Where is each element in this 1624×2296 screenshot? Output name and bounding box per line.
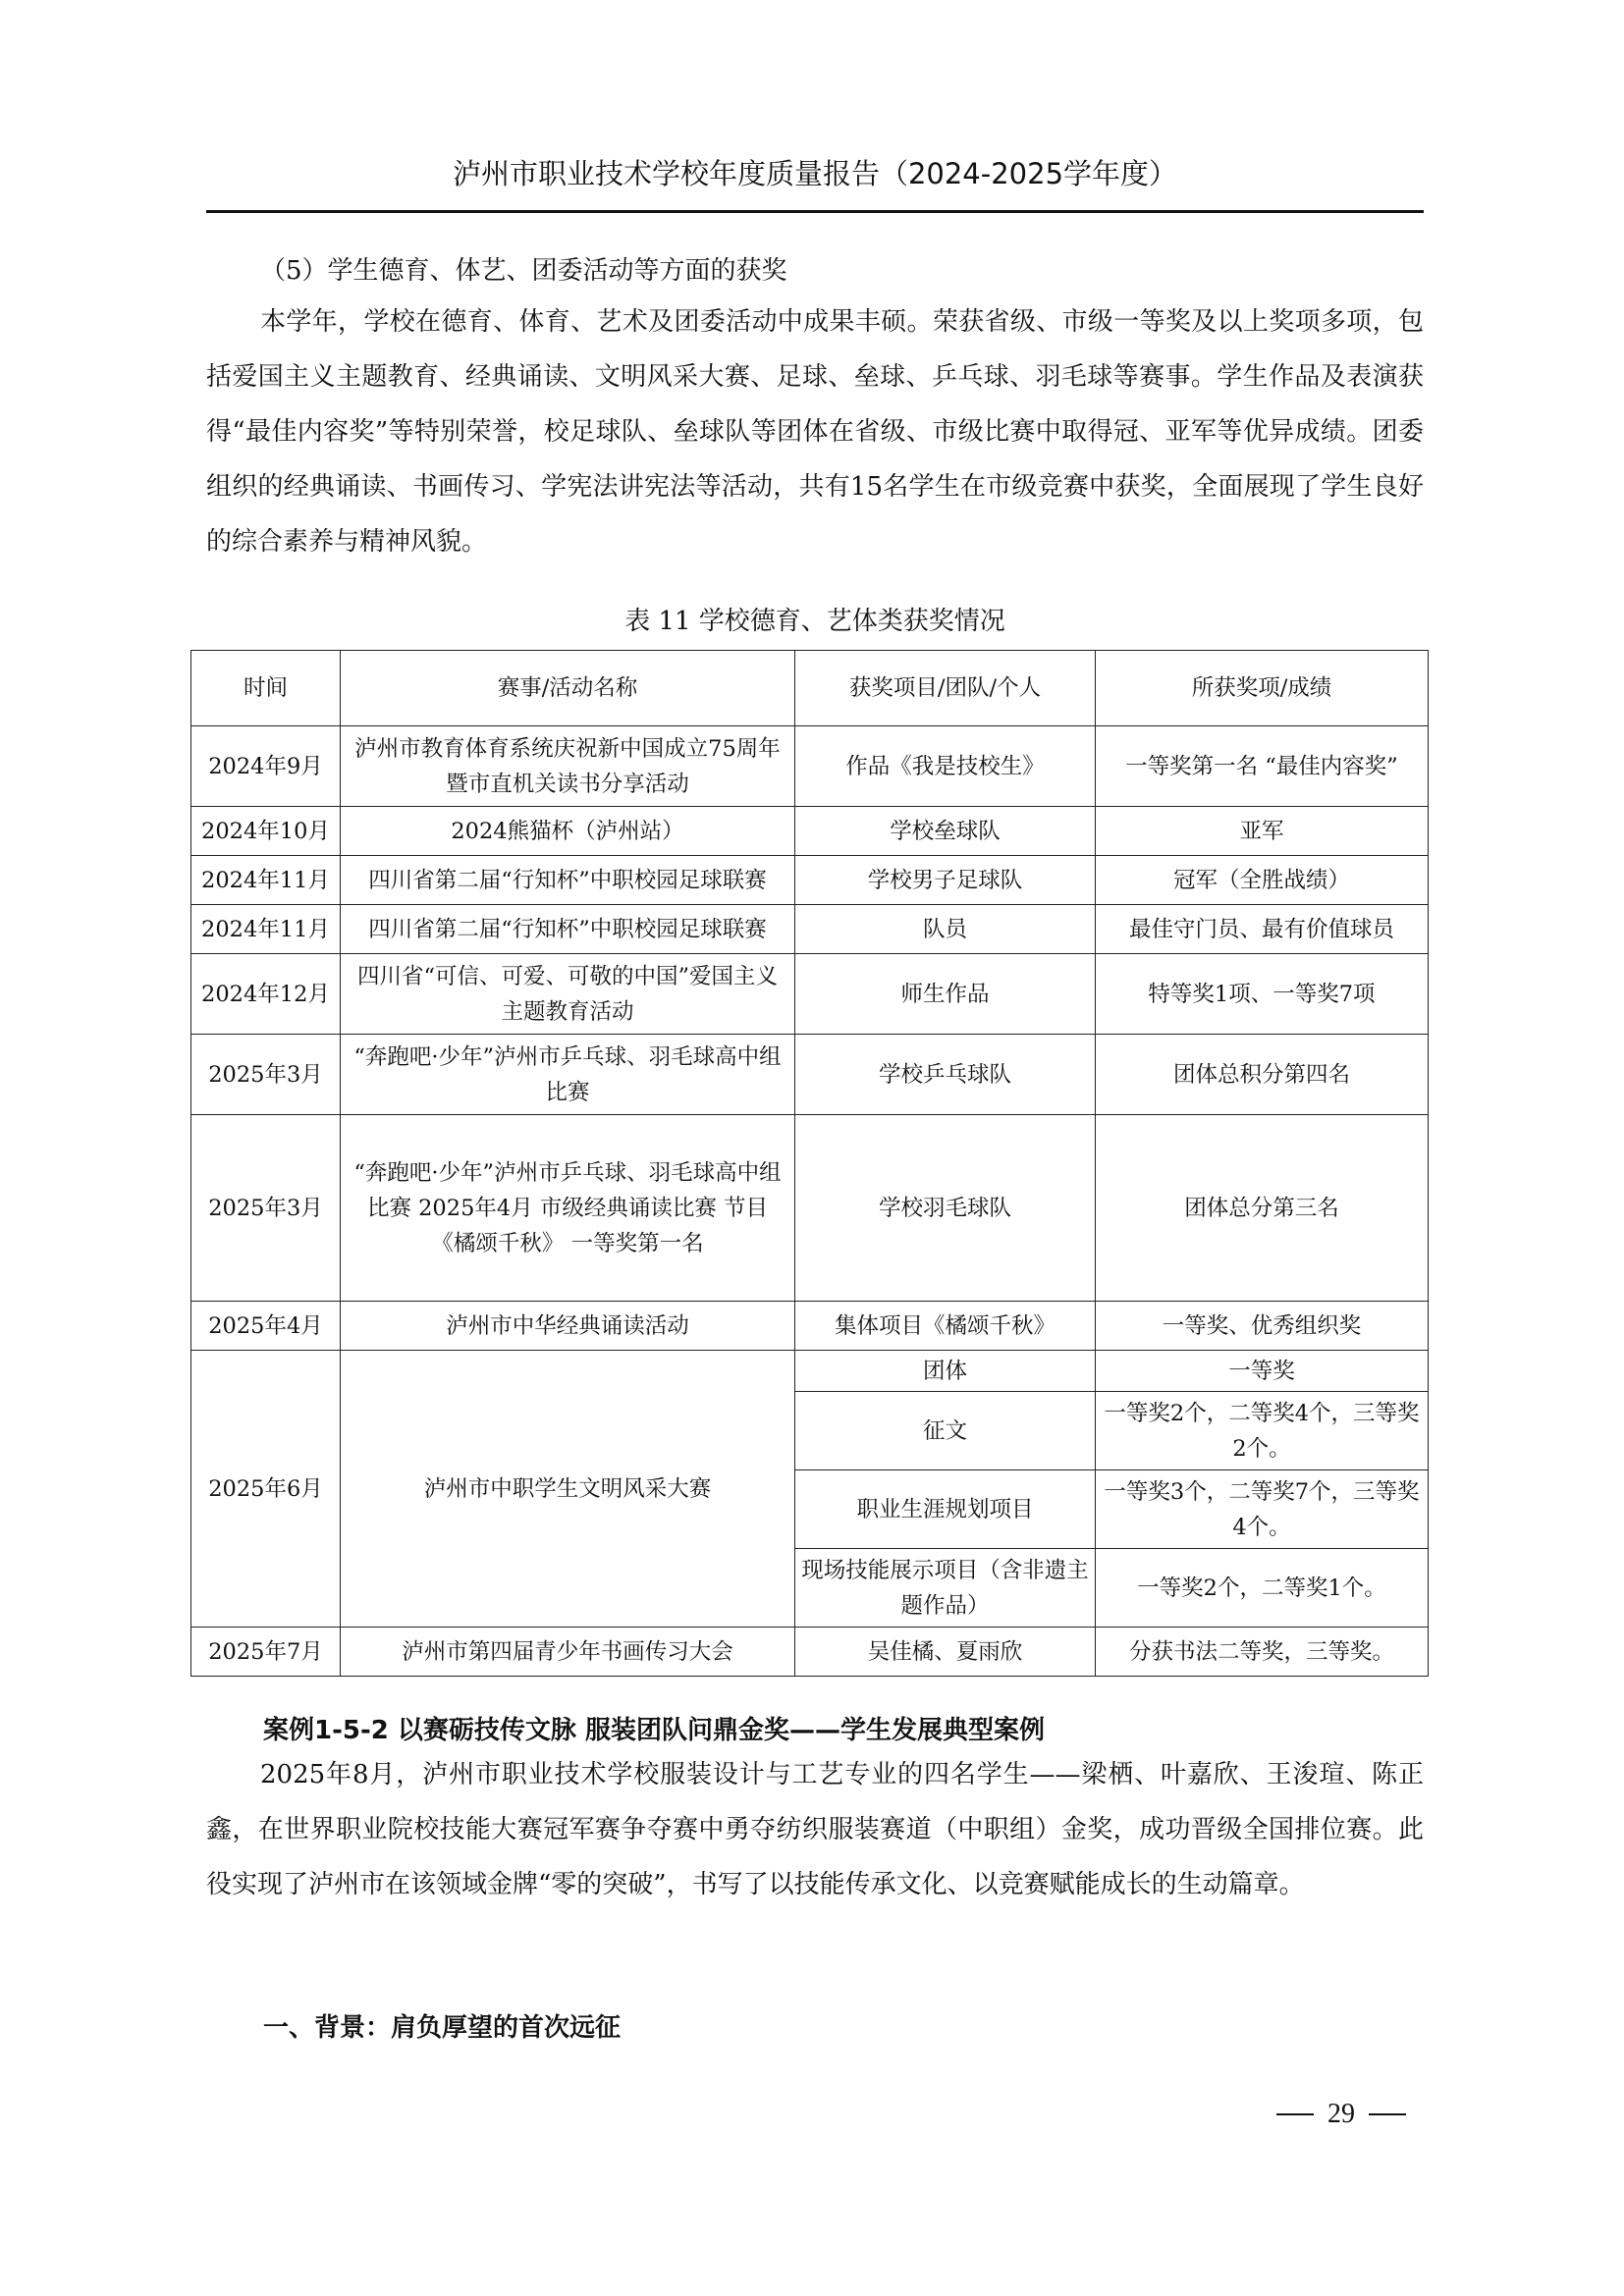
cell-award: 分获书法二等奖，三等奖。 — [1096, 1628, 1429, 1677]
cell-time: 2025年3月 — [191, 1035, 341, 1115]
cell-award: 冠军（全胜战绩） — [1096, 856, 1429, 905]
cell-winner: 师生作品 — [795, 954, 1096, 1035]
table-row — [191, 1302, 1429, 1351]
cell-event: 四川省第二届“行知杯”中职校园足球联赛 — [341, 856, 795, 905]
table-row — [191, 1035, 1429, 1115]
header-event: 赛事/活动名称 — [341, 651, 795, 726]
table-row — [191, 807, 1429, 856]
cell-award: 亚军 — [1096, 807, 1429, 856]
cell-award: 一等奖第一名 “最佳内容奖” — [1096, 726, 1429, 807]
cell-time: 2024年12月 — [191, 954, 341, 1035]
cell-event: 泸州市中华经典诵读活动 — [341, 1302, 795, 1351]
cell-event: “奔跑吧·少年”泸州市乒乓球、羽毛球高中组比赛 2025年4月 市级经典诵读比赛 节目《橘颂千秋》 一等奖第一名 — [341, 1115, 795, 1302]
cell-event: 泸州市中职学生文明风采大赛 — [341, 1351, 795, 1628]
cell-winner: 吴佳橘、夏雨欣 — [795, 1628, 1096, 1677]
cell-time: 2024年11月 — [191, 905, 341, 954]
cell-winner: 现场技能展示项目（含非遗主题作品） — [795, 1549, 1096, 1628]
cell-winner: 学校男子足球队 — [795, 856, 1096, 905]
running-header: 泸州市职业技术学校年度质量报告（2024-2025学年度） — [452, 157, 1178, 190]
section-paragraph: 本学年，学校在德育、体育、艺术及团委活动中成果丰硕。荣获省级、市级一等奖及以上奖项多项，包括爱国主义主题教育、经典诵读、文明风采大赛、足球、垒球、乒乓球、羽毛球等赛事。学生作品及表演获得“最佳内容奖”等特别荣誉，校足球队、垒球队等团体在省级、市级比赛中取得冠、亚军等优异成绩。团委组织的经典诵读、书画传习、学宪法讲宪法等活动，共有15名学生在市级竞赛中获奖，全面展现了学生良好的综合素养与精神风貌。 — [206, 307, 1424, 557]
awards-table — [190, 650, 1429, 1677]
table-row — [191, 726, 1429, 807]
cell-award: 特等奖1项、一等奖7项 — [1096, 954, 1429, 1035]
table-caption: 表 11 学校德育、艺体类获奖情况 — [624, 607, 1005, 636]
cell-time: 2025年6月 — [191, 1351, 341, 1628]
table-row — [191, 1628, 1429, 1677]
cell-award: 最佳守门员、最有价值球员 — [1096, 905, 1429, 954]
cell-winner: 职业生涯规划项目 — [795, 1470, 1096, 1549]
cell-time: 2024年9月 — [191, 726, 341, 807]
table-row — [191, 954, 1429, 1035]
table-header-row — [191, 651, 1429, 726]
cell-winner: 团体 — [795, 1351, 1096, 1392]
table-row — [191, 1351, 1429, 1392]
cell-time: 2024年10月 — [191, 807, 341, 856]
page-dash-right — [1369, 2113, 1406, 2115]
cell-winner: 集体项目《橘颂千秋》 — [795, 1302, 1096, 1351]
case-paragraph: 2025年8月，泸州市职业技术学校服装设计与工艺专业的四名学生——梁栖、叶嘉欣、王浚瑄、陈正鑫，在世界职业院校技能大赛冠军赛争夺赛中勇夺纺织服装赛道（中职组）金奖，成功晋级全国排位赛。此役实现了泸州市在该领域金牌“零的突破”，书写了以技能传承文化、以竞赛赋能成长的生动篇章。 — [206, 1760, 1424, 1899]
case-subheading: 一、背景：肩负厚望的首次远征 — [263, 2013, 622, 2043]
cell-event: 四川省第二届“行知杯”中职校园足球联赛 — [341, 905, 795, 954]
cell-award: 一等奖2个，二等奖4个，三等奖2个。 — [1096, 1392, 1429, 1470]
header-award: 所获奖项/成绩 — [1096, 651, 1429, 726]
case-title: 案例1-5-2 以赛砺技传文脉 服装团队问鼎金奖——学生发展典型案例 — [263, 1716, 1045, 1745]
section-heading: （5）学生德育、体艺、团委活动等方面的获奖 — [260, 256, 787, 286]
cell-winner: 作品《我是技校生》 — [795, 726, 1096, 807]
cell-award: 一等奖2个，二等奖1个。 — [1096, 1549, 1429, 1628]
table-row — [191, 1115, 1429, 1302]
table-row — [191, 905, 1429, 954]
cell-winner: 学校羽毛球队 — [795, 1115, 1096, 1302]
cell-event: 四川省“可信、可爱、可敬的中国”爱国主义主题教育活动 — [341, 954, 795, 1035]
header-winner: 获奖项目/团队/个人 — [795, 651, 1096, 726]
cell-event: 泸州市教育体育系统庆祝新中国成立75周年暨市直机关读书分享活动 — [341, 726, 795, 807]
cell-event: 泸州市第四届青少年书画传习大会 — [341, 1628, 795, 1677]
cell-award: 一等奖、优秀组织奖 — [1096, 1302, 1429, 1351]
cell-event: “奔跑吧·少年”泸州市乒乓球、羽毛球高中组比赛 — [341, 1035, 795, 1115]
cell-award: 团体总积分第四名 — [1096, 1035, 1429, 1115]
cell-winner: 队员 — [795, 905, 1096, 954]
cell-winner: 学校乒乓球队 — [795, 1035, 1096, 1115]
table-row — [191, 856, 1429, 905]
page-number — [1276, 2099, 1406, 2130]
cell-award: 一等奖3个，二等奖7个，三等奖4个。 — [1096, 1470, 1429, 1549]
cell-event: 2024熊猫杯（泸州站） — [341, 807, 795, 856]
page-number-text: 29 — [1327, 2099, 1355, 2129]
header-time: 时间 — [191, 651, 341, 726]
cell-award: 团体总分第三名 — [1096, 1115, 1429, 1302]
cell-time: 2025年4月 — [191, 1302, 341, 1351]
cell-time: 2024年11月 — [191, 856, 341, 905]
cell-winner: 征文 — [795, 1392, 1096, 1470]
header-rule — [206, 210, 1424, 213]
cell-award: 一等奖 — [1096, 1351, 1429, 1392]
cell-time: 2025年7月 — [191, 1628, 341, 1677]
page-dash-left — [1276, 2113, 1314, 2115]
cell-winner: 学校垒球队 — [795, 807, 1096, 856]
cell-time: 2025年3月 — [191, 1115, 341, 1302]
